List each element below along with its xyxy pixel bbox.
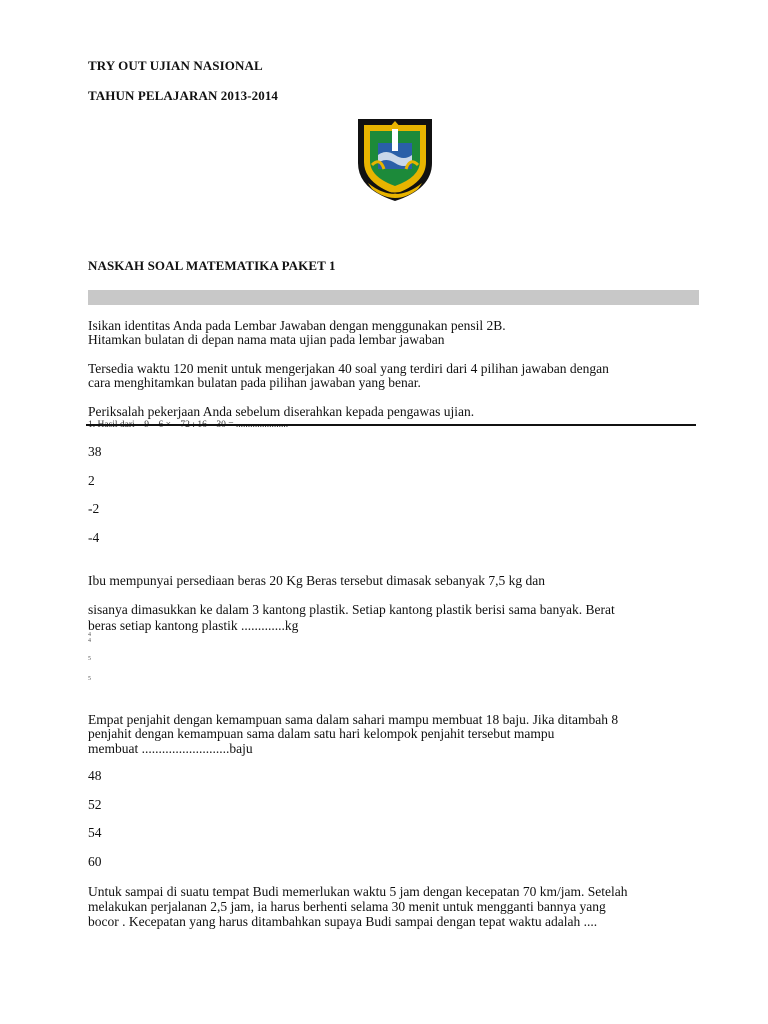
instruction-line: Periksalah pekerjaan Anda sebelum diserahkan kepada pengawas ujian.: [88, 404, 475, 419]
question-3-line: membuat ..........................baju: [88, 741, 253, 756]
answer-option: -2: [88, 501, 100, 516]
regional-coat-of-arms-icon: [354, 113, 436, 203]
answer-option: 52: [88, 797, 102, 812]
instruction-line: Isikan identitas Anda pada Lembar Jawaban dengan menggunakan pensil 2B.: [88, 318, 506, 333]
answer-option: 38: [88, 444, 102, 459]
academic-year: TAHUN PELAJARAN 2013-2014: [88, 88, 279, 103]
instruction-line: Tersedia waktu 120 menit untuk mengerjakan 40 soal yang terdiri dari 4 pilihan jawaban dengan: [88, 361, 609, 376]
question-2-line: beras setiap kantong plastik .............kg: [88, 618, 299, 633]
answer-option: 54: [88, 825, 102, 840]
horizontal-rule: [86, 424, 696, 426]
tiny-option-mark: 5: [88, 656, 91, 662]
tiny-option-mark: 4: [88, 632, 91, 638]
answer-option: -4: [88, 530, 100, 545]
section-divider-band: [88, 290, 699, 305]
subject-title: NASKAH SOAL MATEMATIKA PAKET 1: [88, 258, 336, 273]
answer-option: 2: [88, 473, 95, 488]
question-4-line: bocor . Kecepatan yang harus ditambahkan supaya Budi sampai dengan tepat waktu adalah ....: [88, 914, 598, 929]
question-3-line: Empat penjahit dengan kemampuan sama dalam sahari mampu membuat 18 baju. Jika ditambah 8: [88, 712, 619, 727]
answer-option: 60: [88, 854, 102, 869]
tiny-option-mark: 5: [88, 676, 91, 682]
question-4-line: Untuk sampai di suatu tempat Budi memerlukan waktu 5 jam dengan kecepatan 70 km/jam. Setelah: [88, 884, 628, 899]
question-2-line: Ibu mempunyai persediaan beras 20 Kg Beras tersebut dimasak sebanyak 7,5 kg dan: [88, 573, 545, 588]
answer-option: 48: [88, 768, 102, 783]
tiny-option-mark: 4: [88, 638, 91, 644]
exam-title: TRY OUT UJIAN NASIONAL: [88, 58, 263, 73]
question-2-line: sisanya dimasukkan ke dalam 3 kantong plastik. Setiap kantong plastik berisi sama banyak. Berat: [88, 602, 615, 617]
question-3-line: penjahit dengan kemampuan sama dalam satu hari kelompok penjahit tersebut mampu: [88, 726, 555, 741]
instruction-line: Hitamkan bulatan di depan nama mata ujian pada lembar jawaban: [88, 332, 445, 347]
question-4-line: melakukan perjalanan 2,5 jam, ia harus berhenti selama 30 menit untuk mengganti bannya yang: [88, 899, 606, 914]
instruction-line: cara menghitamkan bulatan pada pilihan jawaban yang benar.: [88, 375, 421, 390]
